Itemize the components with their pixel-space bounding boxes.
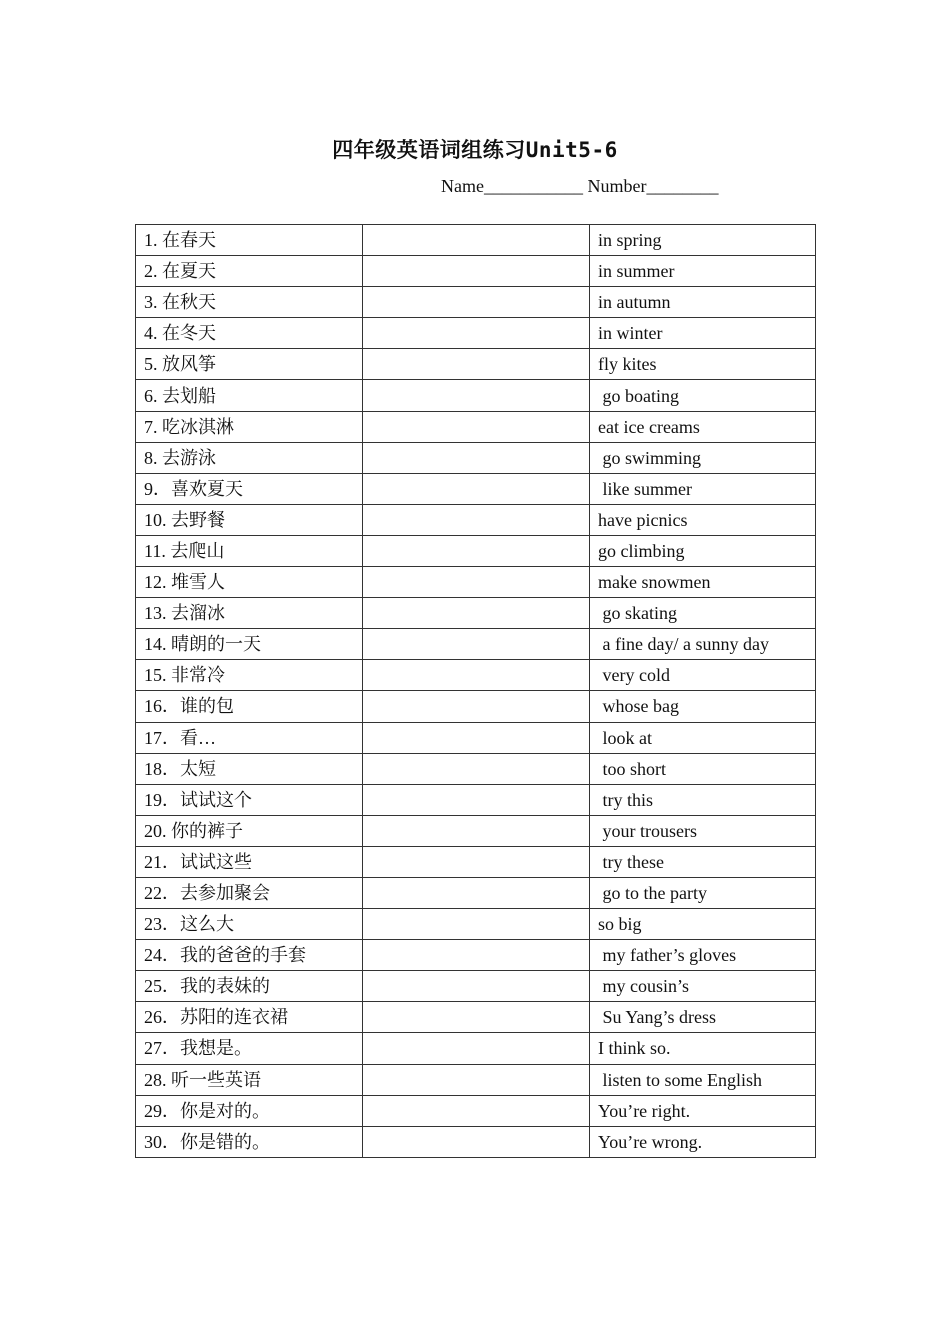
english-phrase: listen to some English (590, 1064, 816, 1095)
chinese-phrase: 7. 吃冰淇淋 (136, 411, 363, 442)
chinese-phrase: 12. 堆雪人 (136, 567, 363, 598)
english-phrase: go to the party (590, 877, 816, 908)
chinese-phrase: 23．这么大 (136, 909, 363, 940)
english-phrase: my father’s gloves (590, 940, 816, 971)
chinese-phrase: 2. 在夏天 (136, 256, 363, 287)
table-row (136, 815, 816, 846)
table-row (136, 535, 816, 566)
english-phrase: I think so. (590, 1033, 816, 1064)
chinese-phrase: 17．看… (136, 722, 363, 753)
answer-blank-cell[interactable] (363, 1002, 590, 1033)
answer-blank-cell[interactable] (363, 971, 590, 1002)
chinese-phrase: 24．我的爸爸的手套 (136, 940, 363, 971)
answer-blank-cell[interactable] (363, 753, 590, 784)
english-phrase: try this (590, 784, 816, 815)
table-row (136, 504, 816, 535)
table-row (136, 318, 816, 349)
chinese-phrase: 25．我的表妹的 (136, 971, 363, 1002)
chinese-phrase: 21．试试这些 (136, 846, 363, 877)
page-title: 四年级英语词组练习Unit5-6 (332, 138, 618, 162)
chinese-phrase: 14. 晴朗的一天 (136, 629, 363, 660)
english-phrase: in summer (590, 256, 816, 287)
answer-blank-cell[interactable] (363, 504, 590, 535)
english-phrase: try these (590, 846, 816, 877)
table-row (136, 691, 816, 722)
chinese-phrase: 8. 去游泳 (136, 442, 363, 473)
answer-blank-cell[interactable] (363, 691, 590, 722)
chinese-phrase: 5. 放风筝 (136, 349, 363, 380)
english-phrase: in autumn (590, 287, 816, 318)
table-row (136, 473, 816, 504)
table-row (136, 225, 816, 256)
table-row (136, 1095, 816, 1126)
answer-blank-cell[interactable] (363, 380, 590, 411)
chinese-phrase: 22．去参加聚会 (136, 877, 363, 908)
table-row (136, 349, 816, 380)
answer-blank-cell[interactable] (363, 940, 590, 971)
english-phrase: fly kites (590, 349, 816, 380)
english-phrase: your trousers (590, 815, 816, 846)
table-row (136, 256, 816, 287)
answer-blank-cell[interactable] (363, 567, 590, 598)
english-phrase: like summer (590, 473, 816, 504)
answer-blank-cell[interactable] (363, 535, 590, 566)
english-phrase: whose bag (590, 691, 816, 722)
english-phrase: go swimming (590, 442, 816, 473)
answer-blank-cell[interactable] (363, 442, 590, 473)
chinese-phrase: 4. 在冬天 (136, 318, 363, 349)
english-phrase: Su Yang’s dress (590, 1002, 816, 1033)
table-row (136, 940, 816, 971)
answer-blank-cell[interactable] (363, 660, 590, 691)
answer-blank-cell[interactable] (363, 629, 590, 660)
english-phrase: go skating (590, 598, 816, 629)
chinese-phrase: 3. 在秋天 (136, 287, 363, 318)
table-row (136, 567, 816, 598)
answer-blank-cell[interactable] (363, 877, 590, 908)
name-number-line: Name___________ Number________ (441, 176, 719, 196)
table-row (136, 598, 816, 629)
answer-blank-cell[interactable] (363, 815, 590, 846)
table-row (136, 877, 816, 908)
answer-blank-cell[interactable] (363, 256, 590, 287)
answer-blank-cell[interactable] (363, 287, 590, 318)
chinese-phrase: 19．试试这个 (136, 784, 363, 815)
chinese-phrase: 1. 在春天 (136, 225, 363, 256)
english-phrase: go climbing (590, 535, 816, 566)
chinese-phrase: 15. 非常冷 (136, 660, 363, 691)
answer-blank-cell[interactable] (363, 722, 590, 753)
chinese-phrase: 28. 听一些英语 (136, 1064, 363, 1095)
answer-blank-cell[interactable] (363, 349, 590, 380)
answer-blank-cell[interactable] (363, 1033, 590, 1064)
table-row (136, 660, 816, 691)
table-row (136, 380, 816, 411)
answer-blank-cell[interactable] (363, 318, 590, 349)
table-row (136, 1002, 816, 1033)
chinese-phrase: 9．喜欢夏天 (136, 473, 363, 504)
english-phrase: look at (590, 722, 816, 753)
chinese-phrase: 18．太短 (136, 753, 363, 784)
english-phrase: a fine day/ a sunny day (590, 629, 816, 660)
table-row (136, 1033, 816, 1064)
table-row (136, 629, 816, 660)
chinese-phrase: 6. 去划船 (136, 380, 363, 411)
table-row (136, 411, 816, 442)
table-row (136, 784, 816, 815)
table-row (136, 753, 816, 784)
table-row (136, 971, 816, 1002)
english-phrase: too short (590, 753, 816, 784)
english-phrase: go boating (590, 380, 816, 411)
answer-blank-cell[interactable] (363, 225, 590, 256)
chinese-phrase: 16．谁的包 (136, 691, 363, 722)
answer-blank-cell[interactable] (363, 846, 590, 877)
english-phrase: You’re wrong. (590, 1126, 816, 1157)
english-phrase: very cold (590, 660, 816, 691)
chinese-phrase: 27．我想是。 (136, 1033, 363, 1064)
answer-blank-cell[interactable] (363, 909, 590, 940)
english-phrase: make snowmen (590, 567, 816, 598)
chinese-phrase: 26．苏阳的连衣裙 (136, 1002, 363, 1033)
chinese-phrase: 13. 去溜冰 (136, 598, 363, 629)
table-row (136, 442, 816, 473)
table-row (136, 1126, 816, 1157)
table-row (136, 1064, 816, 1095)
english-phrase: my cousin’s (590, 971, 816, 1002)
vocab-table (135, 224, 816, 1158)
chinese-phrase: 11. 去爬山 (136, 535, 363, 566)
chinese-phrase: 10. 去野餐 (136, 504, 363, 535)
english-phrase: have picnics (590, 504, 816, 535)
table-row (136, 846, 816, 877)
chinese-phrase: 20. 你的裤子 (136, 815, 363, 846)
answer-blank-cell[interactable] (363, 784, 590, 815)
english-phrase: in winter (590, 318, 816, 349)
table-row (136, 909, 816, 940)
english-phrase: You’re right. (590, 1095, 816, 1126)
answer-blank-cell[interactable] (363, 598, 590, 629)
english-phrase: in spring (590, 225, 816, 256)
answer-blank-cell[interactable] (363, 411, 590, 442)
answer-blank-cell[interactable] (363, 473, 590, 504)
english-phrase: so big (590, 909, 816, 940)
english-phrase: eat ice creams (590, 411, 816, 442)
answer-blank-cell[interactable] (363, 1095, 590, 1126)
answer-blank-cell[interactable] (363, 1126, 590, 1157)
table-row (136, 287, 816, 318)
chinese-phrase: 30．你是错的。 (136, 1126, 363, 1157)
answer-blank-cell[interactable] (363, 1064, 590, 1095)
table-row (136, 722, 816, 753)
chinese-phrase: 29．你是对的。 (136, 1095, 363, 1126)
